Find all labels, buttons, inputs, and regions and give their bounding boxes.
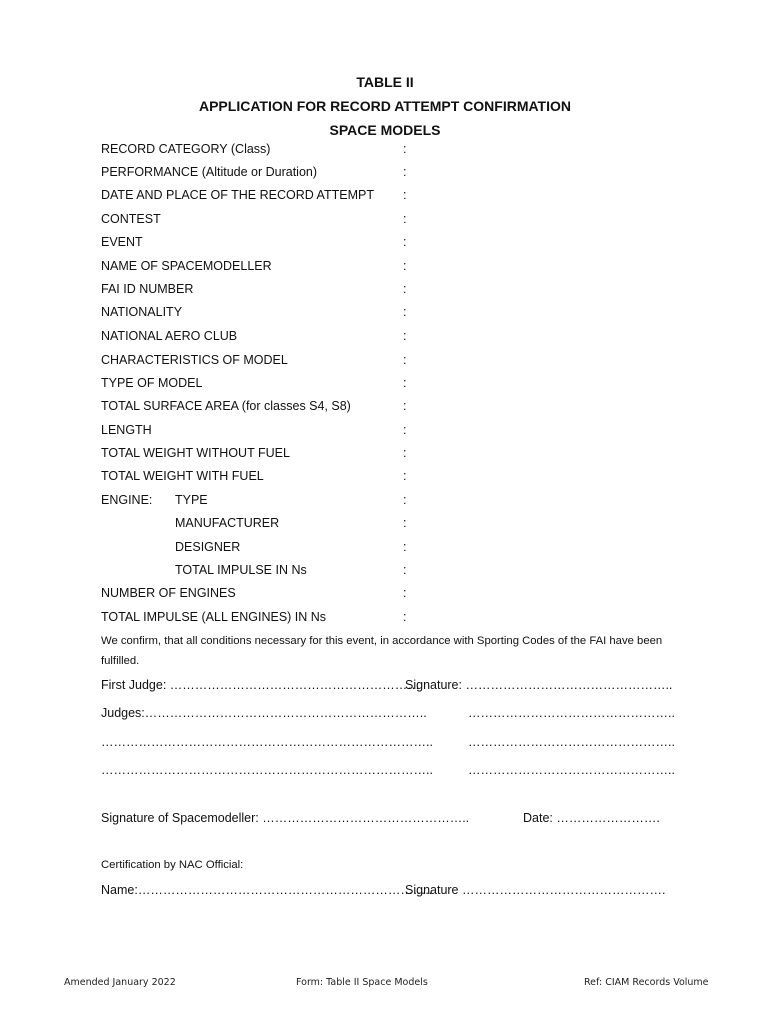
- field-weight-with-fuel: [0, 469, 770, 489]
- field-colon: :: [403, 493, 407, 507]
- field-label: TOTAL IMPULSE IN Ns: [175, 563, 307, 577]
- judges-line: Judges:…………………………………………………………..: [101, 706, 427, 720]
- field-colon: :: [403, 610, 407, 624]
- field-label: TYPE: [175, 493, 208, 507]
- field-length: [0, 423, 770, 443]
- field-label: TOTAL IMPULSE (ALL ENGINES) IN Ns: [101, 610, 327, 624]
- field-colon: :: [403, 188, 407, 202]
- field-colon: :: [403, 305, 407, 319]
- field-characteristics: [0, 353, 770, 373]
- nac-name-line: Name:……………………………………………………………..: [101, 883, 433, 897]
- nac-signature-line: Signature ………………………………………….: [405, 883, 666, 897]
- field-colon: :: [403, 540, 407, 554]
- field-colon: :: [403, 376, 407, 390]
- form-title: APPLICATION FOR RECORD ATTEMPT CONFIRMATION: [198, 98, 571, 114]
- field-colon: :: [403, 235, 407, 249]
- field-label: CONTEST: [101, 212, 161, 226]
- field-label: NATIONALITY: [101, 305, 183, 319]
- confirmation-text: We confirm, that all conditions necessary for this event, in accordance with Sporting Codes of the FAI have been fulfilled.: [101, 635, 663, 667]
- field-label: TOTAL WEIGHT WITHOUT FUEL: [101, 446, 290, 460]
- field-nationality: [0, 305, 770, 325]
- field-colon: :: [403, 469, 407, 483]
- field-label: DATE AND PLACE OF THE RECORD ATTEMPT: [101, 188, 374, 202]
- footer-reference: Ref: CIAM Records Volume: [584, 977, 709, 988]
- field-engine-manufacturer: [0, 516, 770, 536]
- field-number-of-engines: [0, 586, 770, 606]
- form-subtitle: SPACE MODELS: [329, 122, 441, 138]
- field-colon: :: [403, 282, 407, 296]
- field-event: [0, 235, 770, 255]
- field-engine-type: [0, 493, 770, 513]
- judge-dots-row3: ……………………………………………………………………..: [101, 735, 433, 749]
- judges-signature-dots: …………………………………………..: [468, 706, 675, 720]
- field-label: NAME OF SPACEMODELLER: [101, 259, 272, 273]
- field-colon: :: [403, 399, 407, 413]
- field-label: RECORD CATEGORY (Class): [101, 142, 271, 156]
- field-label: LENGTH: [101, 423, 152, 437]
- field-engine-designer: [0, 540, 770, 560]
- field-colon: :: [403, 212, 407, 226]
- field-fai-id: [0, 282, 770, 302]
- field-label: NATIONAL AERO CLUB: [101, 329, 238, 343]
- field-weight-without-fuel: [0, 446, 770, 466]
- field-colon: :: [403, 563, 407, 577]
- field-label: TOTAL SURFACE AREA (for classes S4, S8): [101, 399, 351, 413]
- field-colon: :: [403, 586, 407, 600]
- field-label: TYPE OF MODEL: [101, 376, 203, 390]
- field-colon: :: [403, 329, 407, 343]
- field-record-category: [0, 142, 770, 162]
- field-colon: :: [403, 259, 407, 273]
- footer-form-name: Form: Table II Space Models: [296, 977, 428, 988]
- field-label: DESIGNER: [175, 540, 241, 554]
- judge-signature-dots-row3: …………………………………………..: [468, 735, 675, 749]
- field-engine-impulse: [0, 563, 770, 583]
- field-colon: :: [403, 165, 407, 179]
- field-label: TOTAL WEIGHT WITH FUEL: [101, 469, 264, 483]
- field-aero-club: [0, 329, 770, 349]
- field-label: CHARACTERISTICS OF MODEL: [101, 353, 288, 367]
- field-date-place: [0, 188, 770, 208]
- first-judge-line: First Judge: ……………………………………………………: [101, 678, 420, 692]
- field-label: NUMBER OF ENGINES: [101, 586, 236, 600]
- judge-signature-dots-row4: …………………………………………..: [468, 763, 675, 777]
- field-label: FAI ID NUMBER: [101, 282, 194, 296]
- engine-label: ENGINE:: [101, 493, 153, 507]
- footer-amended: Amended January 2022: [64, 977, 176, 988]
- field-colon: :: [403, 423, 407, 437]
- table-number: TABLE II: [356, 74, 414, 90]
- judge-dots-row4: ……………………………………………………………………..: [101, 763, 433, 777]
- field-total-impulse-all: [0, 610, 770, 630]
- field-surface-area: [0, 399, 770, 419]
- field-type-of-model: [0, 376, 770, 396]
- spacemodeller-date: Date: …………………….: [523, 811, 660, 825]
- nac-certification-label: Certification by NAC Official:: [101, 859, 244, 871]
- field-label: EVENT: [101, 235, 143, 249]
- field-colon: :: [403, 353, 407, 367]
- field-contest: [0, 212, 770, 232]
- field-colon: :: [403, 516, 407, 530]
- field-performance: [0, 165, 770, 185]
- field-name: [0, 259, 770, 279]
- field-colon: :: [403, 446, 407, 460]
- first-judge-signature: Signature: …………………………………………..: [405, 678, 673, 692]
- field-label: MANUFACTURER: [175, 516, 280, 530]
- spacemodeller-signature: Signature of Spacemodeller: …………………………………………..: [101, 811, 470, 825]
- field-colon: :: [403, 142, 407, 156]
- field-label: PERFORMANCE (Altitude or Duration): [101, 165, 318, 179]
